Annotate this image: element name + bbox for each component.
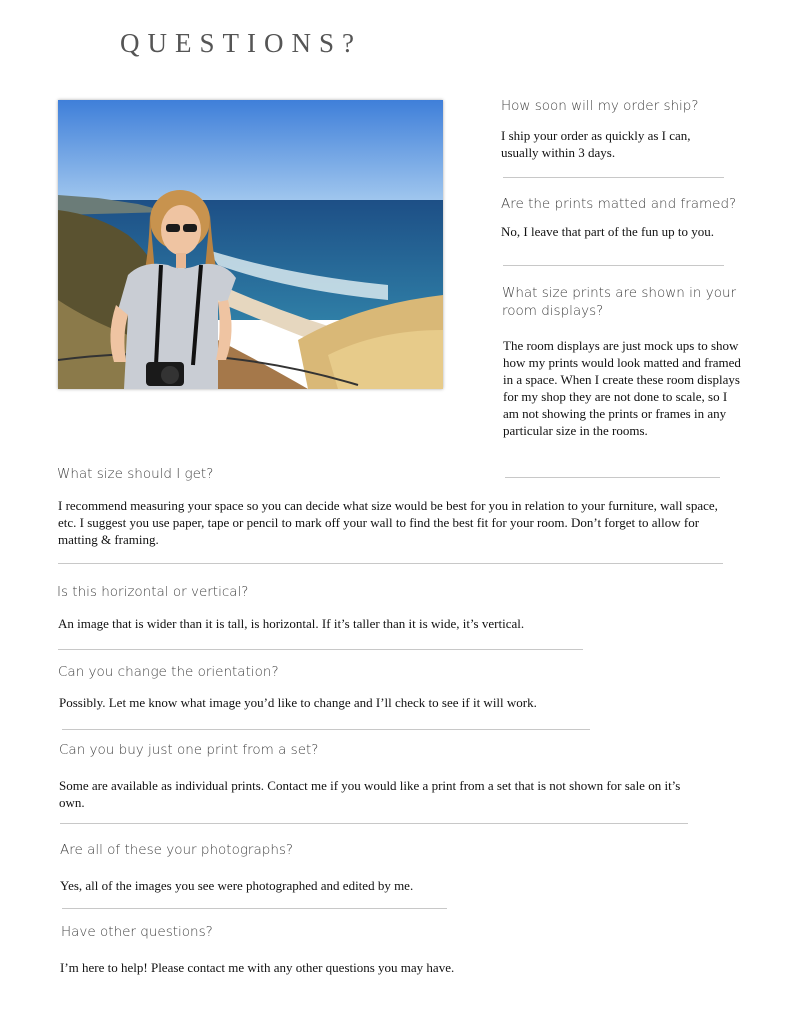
faq-question: How soon will my order ship? (501, 98, 699, 114)
divider (60, 823, 688, 824)
faq-question: Have other questions? (61, 924, 213, 940)
photo-of-woman-at-beach-cliffs-icon (58, 100, 443, 389)
faq-question: What size prints are shown in your room displays? (502, 285, 737, 319)
divider (58, 563, 723, 564)
faq-answer: The room displays are just mock ups to show how my prints would look matted and framed in a space. When I create these room displays for my shop they are not done to scale, so I am not showing the prints or frames in any particular size in the rooms. (503, 338, 741, 438)
faq-question: Is this horizontal or vertical? (57, 584, 249, 600)
faq-answer: I’m here to help! Please contact me with any other questions you may have. (60, 960, 455, 975)
faq-answer: Some are available as individual prints. Contact me if you would like a print from a set that is not shown for sale on it’s own. (59, 778, 681, 810)
faq-question: What size should I get? (57, 466, 214, 482)
page-title: QUESTIONS? (120, 28, 362, 58)
faq-answer: I recommend measuring your space so you can decide what size would be best for you in relation to your furniture, wall space, etc. I suggest you use paper, tape or pencil to mark off your wall to find the best fit for your room. Don’t forget to allow for matting & framing. (58, 498, 718, 547)
divider (503, 177, 724, 178)
divider (503, 265, 724, 266)
faq-question: Can you change the orientation? (58, 664, 279, 680)
faq-question: Are the prints matted and framed? (501, 196, 737, 212)
faq-answer: Yes, all of the images you see were photographed and edited by me. (60, 878, 414, 893)
divider (62, 729, 590, 730)
faq-question: Can you buy just one print from a set? (59, 742, 319, 758)
divider (58, 649, 583, 650)
faq-answer: No, I leave that part of the fun up to you. (501, 224, 714, 239)
faq-answer: An image that is wider than it is tall, is horizontal. If it’s taller than it is wide, it’s vertical. (58, 616, 525, 631)
faq-question: Are all of these your photographs? (60, 842, 294, 858)
faq-answer: Possibly. Let me know what image you’d like to change and I’ll check to see if it will work. (59, 695, 537, 710)
divider (505, 477, 720, 478)
divider (62, 908, 447, 909)
faq-answer: I ship your order as quickly as I can, usually within 3 days. (501, 128, 691, 160)
